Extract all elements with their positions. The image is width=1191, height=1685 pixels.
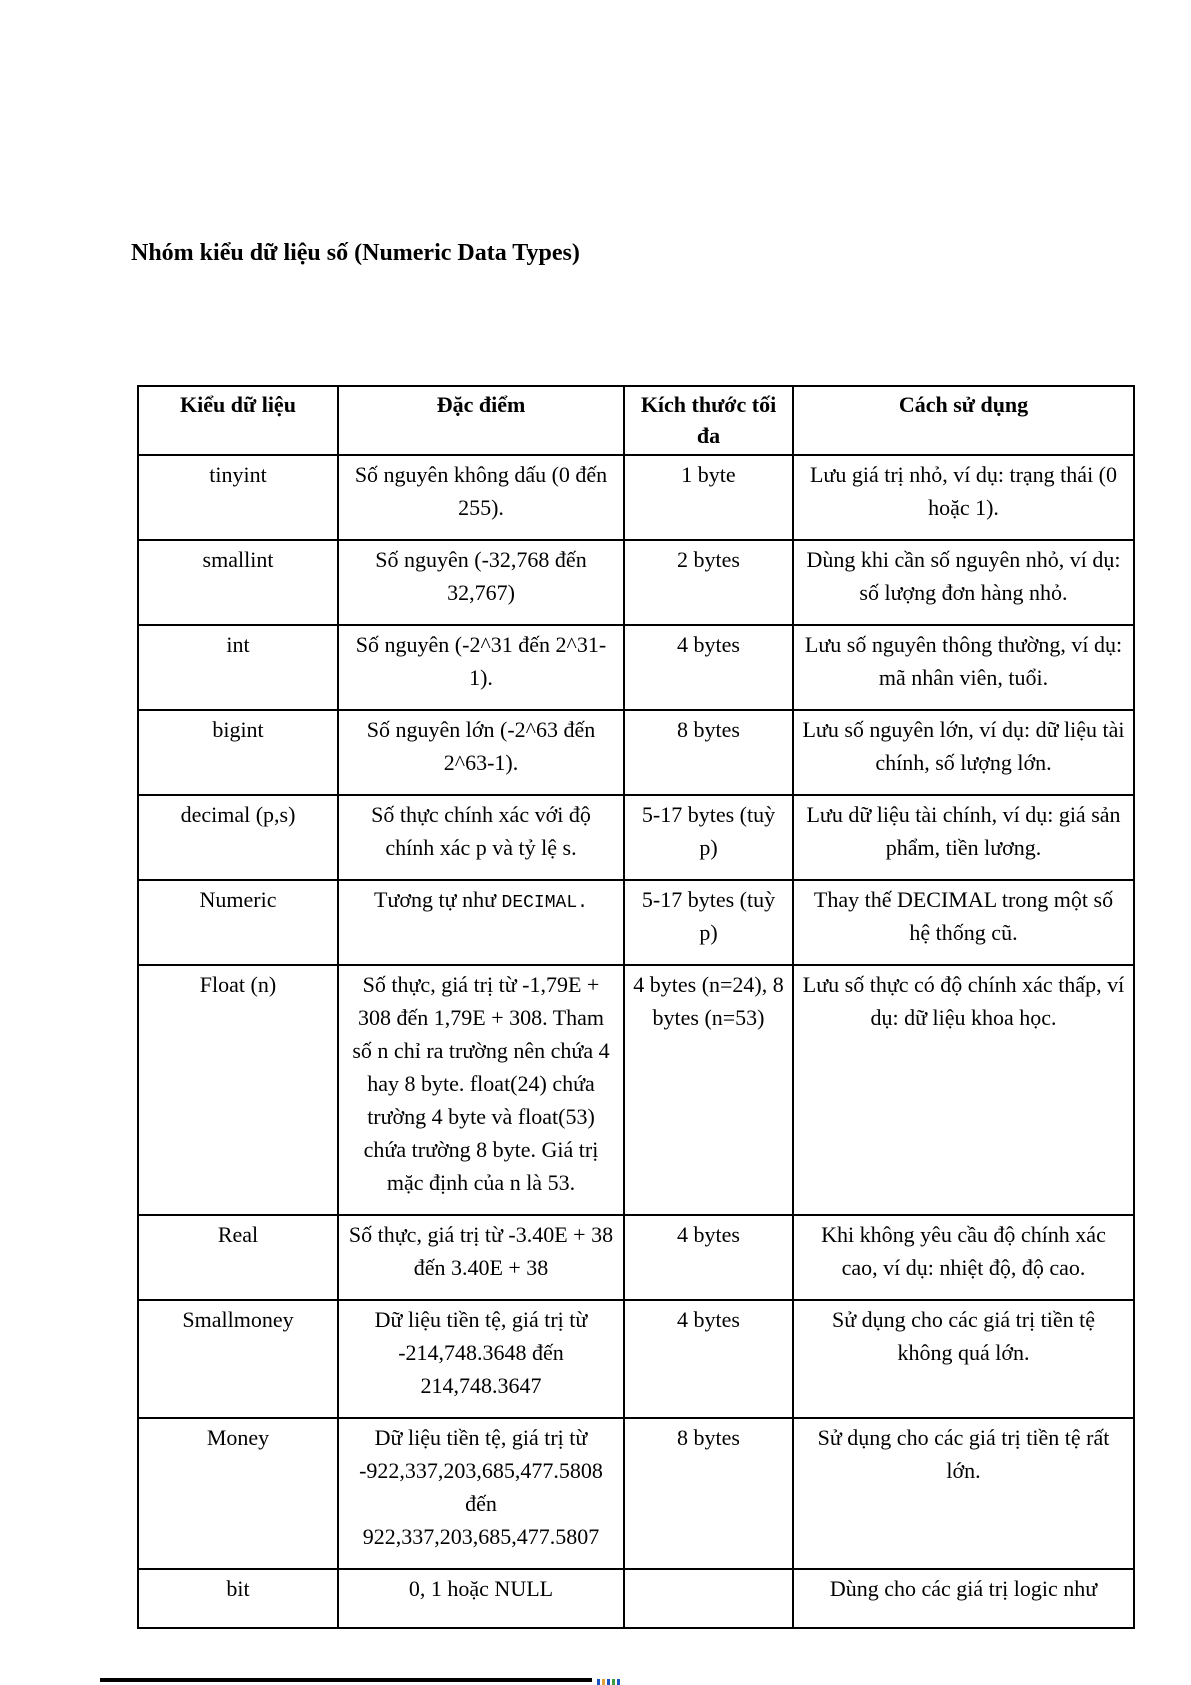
cell-max-size: 4 bytes [624,625,793,710]
cell-usage: Thay thế DECIMAL trong một số hệ thống cũ. [793,880,1134,965]
cell-usage: Lưu số thực có độ chính xác thấp, ví dụ: dữ liệu khoa học. [793,965,1134,1215]
cell-characteristics: Số thực chính xác với độ chính xác p và tỷ lệ s. [338,795,624,880]
cell-usage: Dùng khi cần số nguyên nhỏ, ví dụ: số lượng đơn hàng nhỏ. [793,540,1134,625]
cell-max-size: 4 bytes (n=24), 8 bytes (n=53) [624,965,793,1215]
cell-data-type: Real [138,1215,338,1300]
cell-characteristics: Tương tự như DECIMAL. [338,880,624,965]
color-mark [597,1679,600,1685]
table-row [138,710,1134,795]
cell-characteristics: Dữ liệu tiền tệ, giá trị từ -214,748.3648 đến 214,748.3647 [338,1300,624,1418]
cell-characteristics: Số thực, giá trị từ -3.40E + 38 đến 3.40E + 38 [338,1215,624,1300]
numeric-types-table [137,385,1135,1629]
cell-characteristics: Số nguyên lớn (-2^63 đến 2^63-1). [338,710,624,795]
inline-code: DECIMAL. [501,893,588,913]
table-row [138,1300,1134,1418]
table-row [138,1418,1134,1569]
table-row [138,1569,1134,1628]
cell-max-size: 8 bytes [624,710,793,795]
table-row [138,795,1134,880]
color-mark [607,1679,610,1685]
cell-data-type: Float (n) [138,965,338,1215]
cell-max-size: 8 bytes [624,1418,793,1569]
cell-characteristics: Số nguyên (-2^31 đến 2^31-1). [338,625,624,710]
cell-characteristics: Số nguyên (-32,768 đến 32,767) [338,540,624,625]
cell-usage: Lưu số nguyên lớn, ví dụ: dữ liệu tài chính, số lượng lớn. [793,710,1134,795]
cell-usage: Lưu dữ liệu tài chính, ví dụ: giá sản phẩm, tiền lương. [793,795,1134,880]
cell-data-type: Numeric [138,880,338,965]
cell-usage: Sử dụng cho các giá trị tiền tệ rất lớn. [793,1418,1134,1569]
section-title: Nhóm kiểu dữ liệu số (Numeric Data Types) [131,240,580,266]
table-row [138,625,1134,710]
cell-max-size: 5-17 bytes (tuỳ p) [624,880,793,965]
table-row [138,1215,1134,1300]
cell-data-type: bit [138,1569,338,1628]
column-header-usage: Cách sử dụng [793,386,1134,455]
color-mark [612,1679,615,1685]
cell-characteristics: Dữ liệu tiền tệ, giá trị từ -922,337,203,685,477.5808 đến 922,337,203,685,477.5807 [338,1418,624,1569]
cell-usage: Dùng cho các giá trị logic như [793,1569,1134,1628]
page-bottom-divider [100,1678,592,1682]
cell-data-type: decimal (p,s) [138,795,338,880]
color-mark [617,1679,620,1685]
cell-characteristics: 0, 1 hoặc NULL [338,1569,624,1628]
column-header-data-type: Kiểu dữ liệu [138,386,338,455]
cell-usage: Sử dụng cho các giá trị tiền tệ không quá lớn. [793,1300,1134,1418]
column-header-max-size: Kích thước tối đa [624,386,793,455]
cell-data-type: smallint [138,540,338,625]
cell-max-size: 4 bytes [624,1215,793,1300]
cell-max-size: 4 bytes [624,1300,793,1418]
table-body [138,455,1134,1628]
cell-characteristics: Số nguyên không dấu (0 đến 255). [338,455,624,540]
cell-max-size [624,1569,793,1628]
cell-characteristics: Số thực, giá trị từ -1,79E + 308 đến 1,79E + 308. Tham số n chỉ ra trường nên chứa 4 hay 8 byte. float(24) chứa trường 4 byte và float(53) chứa trường 8 byte. Giá trị mặc định của n là 53. [338,965,624,1215]
cell-usage: Lưu giá trị nhỏ, ví dụ: trạng thái (0 hoặc 1). [793,455,1134,540]
cell-max-size: 2 bytes [624,540,793,625]
color-mark [602,1679,605,1685]
cell-max-size: 5-17 bytes (tuỳ p) [624,795,793,880]
cell-usage: Lưu số nguyên thông thường, ví dụ: mã nhân viên, tuổi. [793,625,1134,710]
cell-max-size: 1 byte [624,455,793,540]
table-row [138,540,1134,625]
cell-data-type: bigint [138,710,338,795]
cell-data-type: Smallmoney [138,1300,338,1418]
cell-data-type: Money [138,1418,338,1569]
column-header-characteristics: Đặc điểm [338,386,624,455]
cell-data-type: int [138,625,338,710]
table-row [138,880,1134,965]
table-header-row [138,386,1134,455]
table-row [138,455,1134,540]
cropped-color-marks [597,1679,620,1685]
cell-usage: Khi không yêu cầu độ chính xác cao, ví dụ: nhiệt độ, độ cao. [793,1215,1134,1300]
table-header [138,386,1134,455]
table-row [138,965,1134,1215]
cell-data-type: tinyint [138,455,338,540]
